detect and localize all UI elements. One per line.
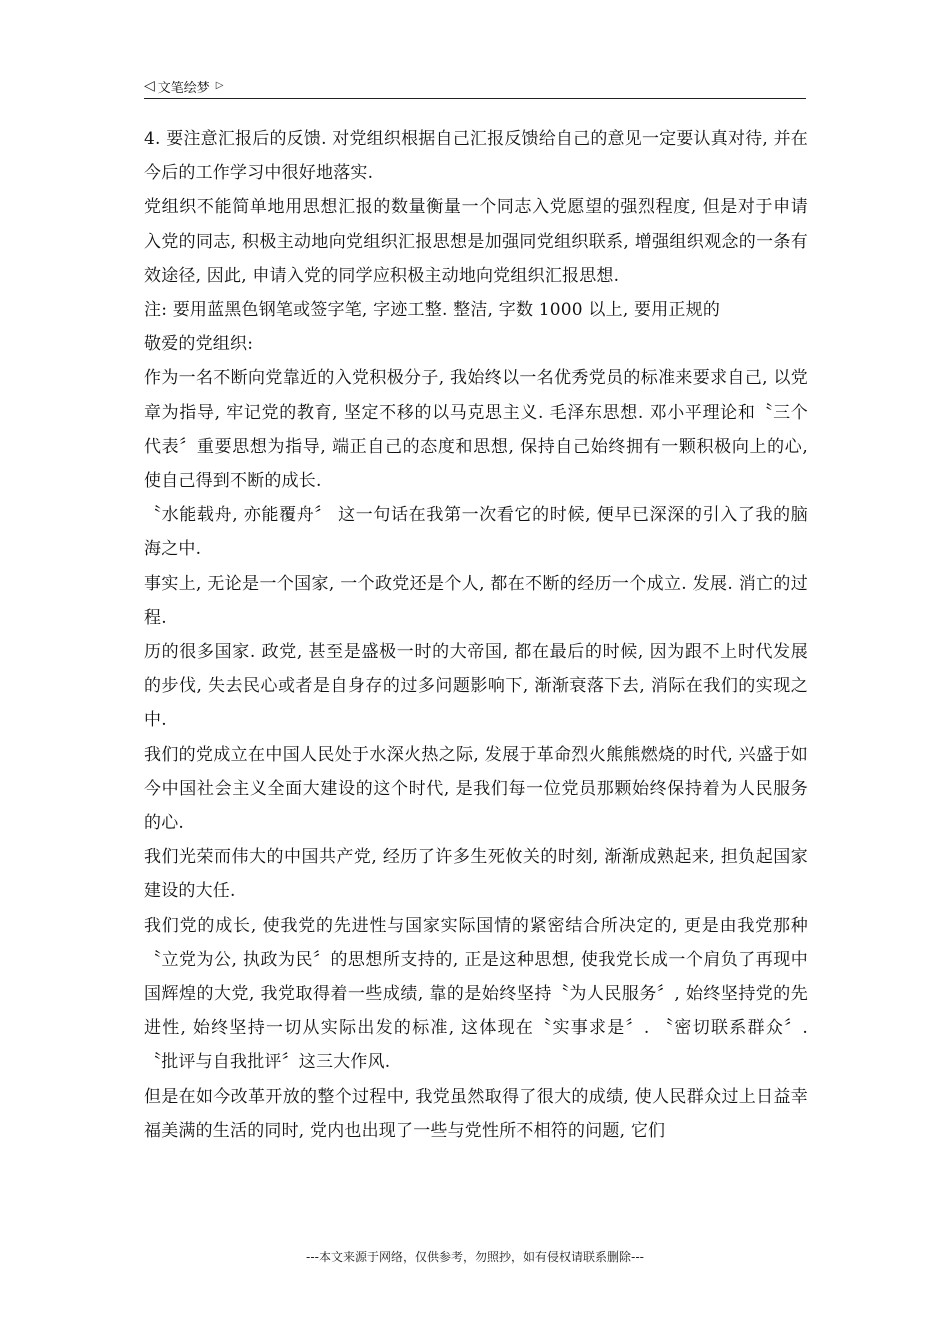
paragraph: 〝水能载舟, 亦能覆舟〞 这一句话在我第一次看它的时候, 便早已深深的引入了我的脑海之中. <box>144 505 808 560</box>
paragraph: 我们光荣而伟大的中国共产党, 经历了许多生死攸关的时刻, 渐渐成熟起来, 担负起国家建设的大任. <box>144 847 808 902</box>
page-header <box>144 74 806 99</box>
paragraph: 党组织不能简单地用思想汇报的数量衡量一个同志入党愿望的强烈程度, 但是对于申请入党的同志, 积极主动地向党组织汇报思想是加强同党组织联系, 增强组织观念的一条有效途径, 因此, 申请入党的同学应积极主动地向党组织汇报思想. <box>144 197 808 286</box>
paragraph: 我们的党成立在中国人民处于水深火热之际, 发展于革命烈火熊熊燃烧的时代, 兴盛于如今中国社会主义全面大建设的这个时代, 是我们每一位党员那颗始终保持着为人民服务的心. <box>144 744 808 834</box>
paragraph: 敬爱的党组织: <box>144 334 254 355</box>
triangle-right-icon: ▷ <box>215 80 224 91</box>
header-title: 文笔绘梦 <box>157 80 210 96</box>
paragraph: 作为一名不断向党靠近的入党积极分子, 我始终以一名优秀党员的标准来要求自己, 以党章为指导, 牢记党的教育, 坚定不移的以马克思主义. 毛泽东思想. 邓小平理论和〝三个代表〞重要思想为指导, 端正自己的态度和思想, 保持自己始终拥有一颗积极向上的心, 使自己得到不断的成长. <box>144 368 808 492</box>
triangle-left-icon: ◁ <box>144 78 155 94</box>
document-body <box>144 122 808 1148</box>
paragraph: 历的很多国家. 政党, 甚至是盛极一时的大帝国, 都在最后的时候, 因为跟不上时代发展的步伐, 失去民心或者是自身存的过多问题影响下, 渐渐衰落下去, 消际在我们的实现之中. <box>144 642 808 731</box>
paragraph: 事实上, 无论是一个国家, 一个政党还是个人, 都在不断的经历一个成立. 发展. 消亡的过程. <box>144 573 808 628</box>
page-footer: ---本文来源于网络，仅供参考，勿照抄，如有侵权请联系删除--- <box>306 1250 644 1264</box>
paragraph: 注: 要用蓝黑色钢笔或签字笔, 字迹工整. 整洁, 字数 1000 以上, 要用正规的 <box>144 300 721 321</box>
paragraph: 我们党的成长, 使我党的先进性与国家实际国情的紧密结合所决定的, 更是由我党那种〝立党为公, 执政为民〞的思想所支持的, 正是这种思想, 使我党长成一个肩负了再现中国辉煌的大党, 我党取得着一些成绩, 靠的是始终坚持〝为人民服务〞, 始终坚持党的先进性, 始终坚持一切从实际出发的标准, 这体现在〝实事求是〞. 〝密切联系群众〞. 〝批评与自我批评〞这三大作风. <box>144 915 808 1073</box>
paragraph: 4. 要注意汇报后的反馈. 对党组织根据自己汇报反馈给自己的意见一定要认真对待, 并在今后的工作学习中很好地落实. <box>144 129 808 184</box>
paragraph: 但是在如今改革开放的整个过程中, 我党虽然取得了很大的成绩, 使人民群众过上日益幸福美满的生活的同时, 党内也出现了一些与党性所不相符的问题, 它们 <box>144 1086 808 1141</box>
